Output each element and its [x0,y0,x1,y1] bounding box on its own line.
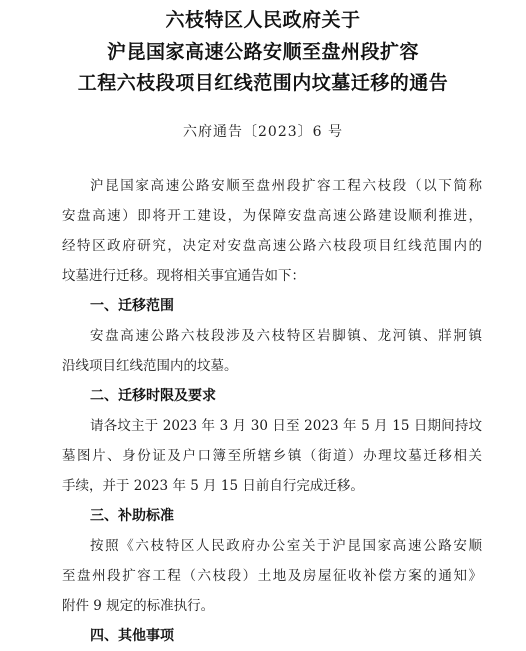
section-line: 沿线项目红线范围内的坟墓。 [62,358,238,374]
intro-line: 坟墓进行迁移。现将相关事宜通告如下： [62,268,305,284]
section-line: 请各坟主于 2023 年 3 月 30 日至 2023 年 5 月 15 日期间持坟 [90,418,482,434]
title-line-3: 工程六枝段项目红线范围内坟墓迁移的通告 [77,72,449,94]
section-heading-scope: 一、迁移范围 [90,298,174,314]
intro-line: 沪昆国家高速公路安顺至盘州段扩容工程六枝段（以下简称 [90,178,482,194]
section-line: 按照《六枝特区人民政府办公室关于沪昆国家高速公路安顺 [90,538,482,554]
section-line: 附件 9 规定的标准执行。 [62,598,215,614]
section-line: 墓图片、身份证及户口簿至所辖乡镇（街道）办理坟墓迁移相关 [62,448,482,464]
section-line: 安盘高速公路六枝段涉及六枝特区岩脚镇、龙河镇、牂牁镇 [90,328,482,344]
section-heading-other: 四、其他事项 [90,628,174,644]
intro-line: 安盘高速）即将开工建设，为保障安盘高速公路建设顺利推进， [62,208,482,224]
section-line: 手续，并于 2023 年 5 月 15 日前自行完成迁移。 [62,478,364,494]
document-body [62,171,482,651]
intro-line: 经特区政府研究，决定对安盘高速公路六枝段项目红线范围内的 [62,238,482,254]
title-line-1: 六枝特区人民政府关于 [165,9,361,31]
section-heading-subsidy: 三、补助标准 [90,508,174,524]
document-number: 六府通告〔2023〕6 号 [183,124,343,140]
section-line: 至盘州段扩容工程（六枝段）土地及房屋征收补偿方案的通知》 [62,568,482,584]
title-line-2: 沪昆国家高速公路安顺至盘州段扩容 [106,41,419,63]
section-heading-deadline: 二、迁移时限及要求 [90,388,216,404]
